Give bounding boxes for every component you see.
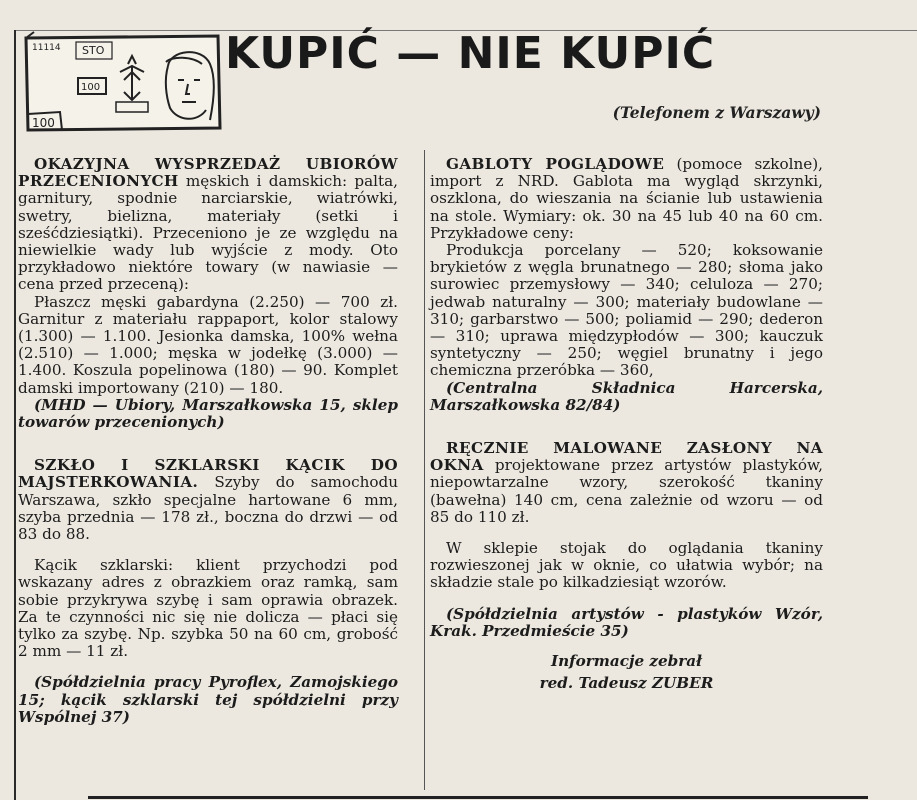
glass-corner-text: Kącik szklarski: klient przychodzi pod wskazany adres z obrazkiem oraz ramką, sam sobie przykrywa szybę i sam oprawia obrazek. Za te czynności nic się nie dolicza — płaci się tylko za szybę. Np. szybka 50 na 60 cm, grobość 2 mm — 11 zł.: [18, 556, 398, 661]
article-clothing-intro: [18, 156, 398, 294]
heading-glass-corner: SZKŁO I SZKLARSKI KĄCIK DO MAJSTERKOWANIA.: [18, 456, 398, 492]
column-left: [18, 156, 398, 726]
page-subtitle: (Telefonem z Warszawy): [612, 103, 821, 122]
bottom-rule: [88, 796, 868, 799]
display-cases-source: (Centralna Składnica Harcerska, Marszałkowska 82/84): [430, 378, 823, 414]
ticket-number: 11114: [32, 43, 61, 53]
credit-line-2: red. Tadeusz ZUBER: [539, 674, 714, 693]
curtains-intro-text: projektowane przez artystów plastyków, niepowtarzalne wzory, szerokość tkaniny (bawełna) 140 cm, cena zależnie od wzoru — od 85 do 110 zł.: [430, 456, 824, 526]
article-display-cases-intro: [430, 156, 823, 242]
heading-curtains: RĘCZNIE MALOWANE ZASŁONY NA OKNA: [430, 439, 823, 475]
banknote-illustration: [20, 30, 225, 133]
left-rule: [14, 30, 16, 800]
glass-source: (Spółdzielnia pracy Pyroflex, Zamojskiego 15; kącik szklarski tej spółdzielni przy Wspólnej 37): [18, 673, 398, 726]
clothing-intro-text: męskich i damskich: palta, garnitury, spodnie narciarskie, wiatrówki, swetry, bielizna, materiały (setki i sześćdziesiątki). Przeceniono je ze względu na niewielkie wady lub wyjście z mody. Oto przykładowo niektóre towary (w nawiasie — cena przed przeceną):: [18, 172, 398, 294]
curtains-shop-text: W sklepie stojak do oglądania tkaniny rozwieszonej jak w oknie, co ułatwia wybór; na składzie stale po kilkadziesiąt wzorów.: [430, 539, 823, 592]
label-100-corner: 100: [32, 116, 55, 130]
clothing-prices-text: Płaszcz męski gabardyna (2.250) — 700 zł. Garnitur z materiału rappaport, kolor stalowy (1.300) — 1.100. Jesionka damska, 100% wełna (2.510) — 1.000; męska w jodełkę (3.000) — 1.400. Koszula popelinowa (180) — 90. Komplet damski importowany (210) — 180.: [18, 292, 398, 397]
glass-intro-text: Szyby do samochodu Warszawa, szkło specjalne hartowane 6 mm, szyba przednia — 178 zł., boczna do drzwi — od 83 do 88.: [18, 473, 399, 544]
label-sto: STO: [82, 44, 105, 57]
heading-clothing-sale: OKAZYJNA WYSPRZEDAŻ UBIORÓW PRZECENIONYCH: [18, 155, 398, 191]
article-glass-intro: [18, 457, 398, 543]
column-right: [430, 156, 823, 694]
author-credit: [430, 650, 823, 694]
article-curtains-intro: [430, 440, 823, 526]
heading-display-cases: GABLOTY POGLĄDOWE: [446, 155, 665, 173]
column-divider: [424, 150, 425, 790]
page-title: KUPIĆ — NIE KUPIĆ: [225, 28, 716, 79]
label-100-box: 100: [81, 82, 101, 93]
curtains-source: (Spółdzielnia artystów - plastyków Wzór, Krak. Przedmieście 35): [430, 604, 823, 640]
clothing-source: (MHD — Ubiory, Marszałkowska 15, sklep towarów przecenionych): [18, 395, 398, 432]
display-cases-intro-text: (pomoce szkolne), import z NRD. Gablota ma wygląd skrzynki, oszklona, do wieszania na ścianie lub ustawienia na stole. Wymiary: ok. 30 na 45 lub 40 na 60 cm. Przykładowe ceny:: [430, 155, 823, 242]
display-cases-prices-text: Produkcja porcelany — 520; koksowanie brykietów z węgla brunatnego — 280; słoma jako surowiec przemysłowy — 340; celuloza — 270; jedwab naturalny — 300; materiały budowlane — 310; garbarstwo — 500; poliamid — 290; dederon — 310; uprawa międzypłodów — 300; kauczuk syntetyczny — 250; węgiel brunatny i jego chemiczna przeróbka — 360,: [430, 241, 823, 380]
credit-line-1: Informacje zebrał: [550, 652, 702, 671]
